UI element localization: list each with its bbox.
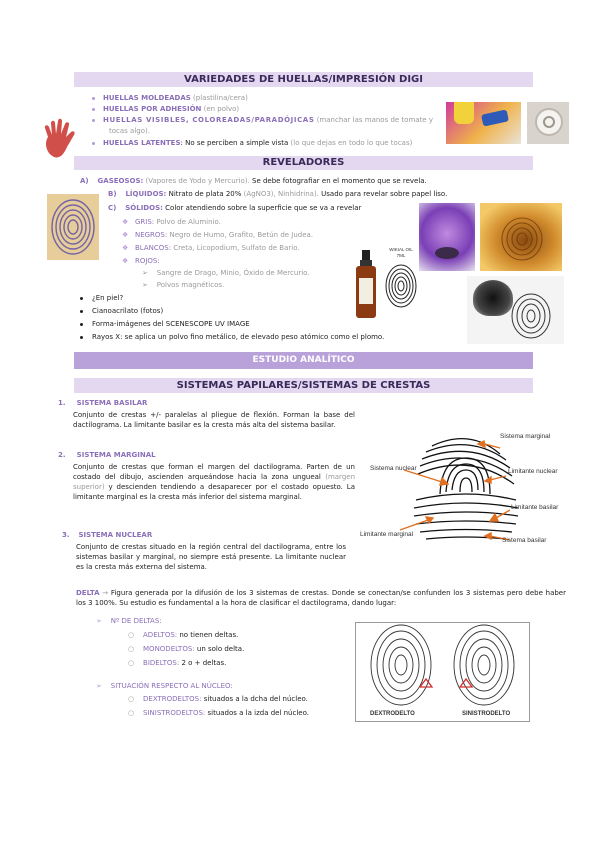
- section-title-variedades: VARIEDADES DE HUELLAS/IMPRESIÓN DIGI: [74, 72, 533, 87]
- sinistrodeltos-item: ○ SINISTRODELTOS: situados a la izda del núcleo.: [128, 709, 309, 717]
- otros-piel: ¿En piel?: [80, 293, 123, 303]
- delta-fingerprints-image: [355, 622, 530, 722]
- purple-fingerprint-image: [47, 194, 99, 260]
- label-dextrodelto: DEXTRODELTO: [370, 711, 415, 717]
- marginal-heading: 2. SISTEMA MARGINAL: [58, 451, 156, 459]
- red-handprint-image: [40, 117, 80, 161]
- basilar-heading: 1. SISTEMA BASILAR: [58, 399, 148, 407]
- solido-gris: ❖ GRIS: Polvo de Aluminio.: [122, 218, 221, 226]
- solido-blancos: ❖ BLANCOS: Creta, Licopodium, Sulfato de Bario.: [122, 244, 300, 252]
- basilar-text: Conjunto de crestas +/- paralelas al pliegue de flexión. Forman la base del dactilograma. La limitante basilar es la cresta más alta del sistema basilar.: [73, 411, 355, 430]
- spray-bottle-image: [355, 250, 377, 318]
- variedad-visibles: HUELLAS VISIBLES, COLOREADAS/PARADÓJICAS (manchar las manos de tomate y: [92, 115, 433, 125]
- molded-fingerprint-photo: [527, 102, 569, 144]
- variedad-adhesion: HUELLAS POR ADHESIÓN (en polvo): [92, 104, 239, 114]
- label-sistema-nuclear: Sistema nuclear: [370, 465, 417, 472]
- iodine-vapor-image: [419, 203, 475, 271]
- black-fingerprint-image: [385, 262, 417, 308]
- revelador-gaseosos: A) GASEOSOS: (Vapores de Yodo y Mercurio). Se debe fotografiar en el momento que se revela.: [80, 177, 427, 185]
- dextrodeltos-item: ○ DEXTRODELTOS: situados a la dcha del núcleo.: [128, 695, 308, 703]
- section-title-estudio-analitico: ESTUDIO ANALÍTICO: [74, 352, 533, 369]
- section-title-reveladores: REVELADORES: [74, 156, 533, 170]
- rojos-sub-1: ➢ Sangre de Drago, Minio, Óxido de Mercurio.: [142, 269, 310, 277]
- revelador-liquidos: B) LÍQUIDOS: Nitrato de plata 20% (AgNO3), Ninhidrina). Usado para revelar sobre papel liso.: [108, 190, 448, 198]
- variedad-latentes: HUELLAS LATENTES: No se perciben a simple vista (lo que dejas en todo lo que tocas): [92, 138, 412, 148]
- colored-fingerprint-photo: [446, 102, 521, 144]
- solido-negros: ❖ NEGROS: Negro de Humo, Grafito, Betún de Judea.: [122, 231, 314, 239]
- monodeltos-item: ○ MONODELTOS: un solo delta.: [128, 645, 245, 653]
- otros-rayos-x: Rayos X: se aplica un polvo fino metálico, de elevado peso atómico como el plomo.: [80, 332, 384, 342]
- num-deltas-heading: ➢ Nº DE DELTAS:: [96, 617, 162, 625]
- label-limitante-nuclear: Limitante nuclear: [508, 468, 558, 475]
- label-limitante-marginal: Limitante marginal: [360, 531, 414, 538]
- situacion-heading: ➢ SITUACIÓN RESPECTO AL NÚCLEO:: [96, 682, 233, 690]
- bottle-label: WIKIAL OIL 7ML: [389, 247, 413, 258]
- variedad-moldeadas: HUELLAS MOLDEADAS (plastilina/cera): [92, 93, 248, 103]
- variedad-visibles-cont: tocas algo).: [109, 127, 150, 135]
- ninhydrin-fingerprint-image: [480, 203, 562, 271]
- otros-cianoacrilato: Cianoacrilato (fotos): [80, 306, 163, 316]
- bideltos-item: ○ BIDELTOS: 2 o + deltas.: [128, 659, 227, 667]
- solido-rojos: ❖ ROJOS:: [122, 257, 160, 265]
- label-sinistrodelto: SINISTRODELTO: [462, 711, 511, 717]
- label-sistema-marginal: Sistema marginal: [500, 433, 551, 440]
- label-sistema-basilar: Sistema basilar: [502, 537, 547, 544]
- marginal-text: Conjunto de crestas que forman el margen del dactilograma. Parten de un costado del dibujo, ascienden arqueándose hacia la zona ungueal (margen superior) y descienden tendiendo a desaparecer por el costado opuesto. La limitante marginal es la cresta más inferior del sistema marginal.: [73, 463, 355, 502]
- nuclear-heading: 3. SISTEMA NUCLEAR: [62, 531, 153, 539]
- otros-scenescope: Forma-imágenes del SCENESCOPE UV IMAGE: [80, 319, 250, 329]
- adeltos-item: ○ ADELTOS: no tienen deltas.: [128, 631, 239, 639]
- label-limitante-basilar: Limitante basilar: [511, 504, 559, 511]
- nuclear-text: Conjunto de crestas situado en la región central del dactilograma, entre los sistemas basilar y marginal, no siempre está presente. La limitante nuclear es la cresta más externa del sistema.: [76, 543, 346, 572]
- revelador-solidos: C) SÓLIDOS: Color atendiendo sobre la superficie que se va a revelar: [108, 204, 362, 212]
- rojos-sub-2: ➢ Polvos magnéticos.: [142, 281, 225, 289]
- section-subtitle-sistemas-papilares: SISTEMAS PAPILARES/SISTEMAS DE CRESTAS: [74, 378, 533, 393]
- delta-paragraph: DELTA → Figura generada por la difusión de los 3 sistemas de crestas. Donde se conectan/se confunden los 3 sistemas pero debe haber los 3 100%. Su estudio es fundamental a la hora de clasificar el dactilograma, dando lugar:: [76, 589, 566, 608]
- brush-dusting-image: [467, 276, 564, 344]
